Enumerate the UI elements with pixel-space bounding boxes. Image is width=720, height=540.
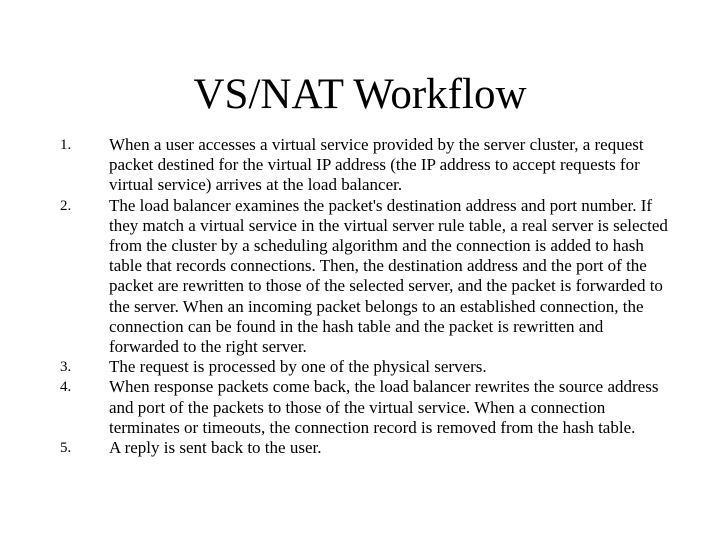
workflow-steps-list bbox=[0, 135, 720, 458]
workflow-step bbox=[0, 377, 720, 438]
step-text: When a user accesses a virtual service provided by the server cluster, a request packet destined for the virtual IP address (the IP address to accept requests for virtual service) arrives at the load balancer. bbox=[109, 135, 644, 195]
step-text: The load balancer examines the packet's destination address and port number. If they match a virtual service in the virtual server rule table, a real server is selected from the cluster by a scheduling algorithm and the connection is added to hash table that records connections. Then, the destination address and the port of the packet are rewritten to those of the selected server, and the packet is forwarded to the server. When an incoming packet belongs to an established connection, the connection can be found in the hash table and the packet is rewritten and forwarded to the right server. bbox=[109, 195, 668, 357]
step-text: The request is processed by one of the physical servers. bbox=[109, 357, 487, 377]
step-number: 4. bbox=[60, 379, 72, 396]
step-number: 3. bbox=[60, 359, 72, 376]
step-text: A reply is sent back to the user. bbox=[109, 438, 322, 458]
workflow-step bbox=[0, 135, 720, 196]
workflow-step bbox=[0, 196, 720, 358]
step-number: 5. bbox=[60, 440, 72, 457]
step-number: 2. bbox=[60, 197, 72, 214]
step-number: 1. bbox=[60, 137, 72, 153]
step-text: When response packets come back, the load balancer rewrites the source address and port of the packets to those of the virtual service. When a connection terminates or timeouts, the connection record is removed from the hash table. bbox=[109, 377, 659, 437]
slide-title: VS/NAT Workflow bbox=[193, 71, 527, 118]
workflow-step bbox=[0, 438, 720, 458]
workflow-step bbox=[0, 357, 720, 377]
